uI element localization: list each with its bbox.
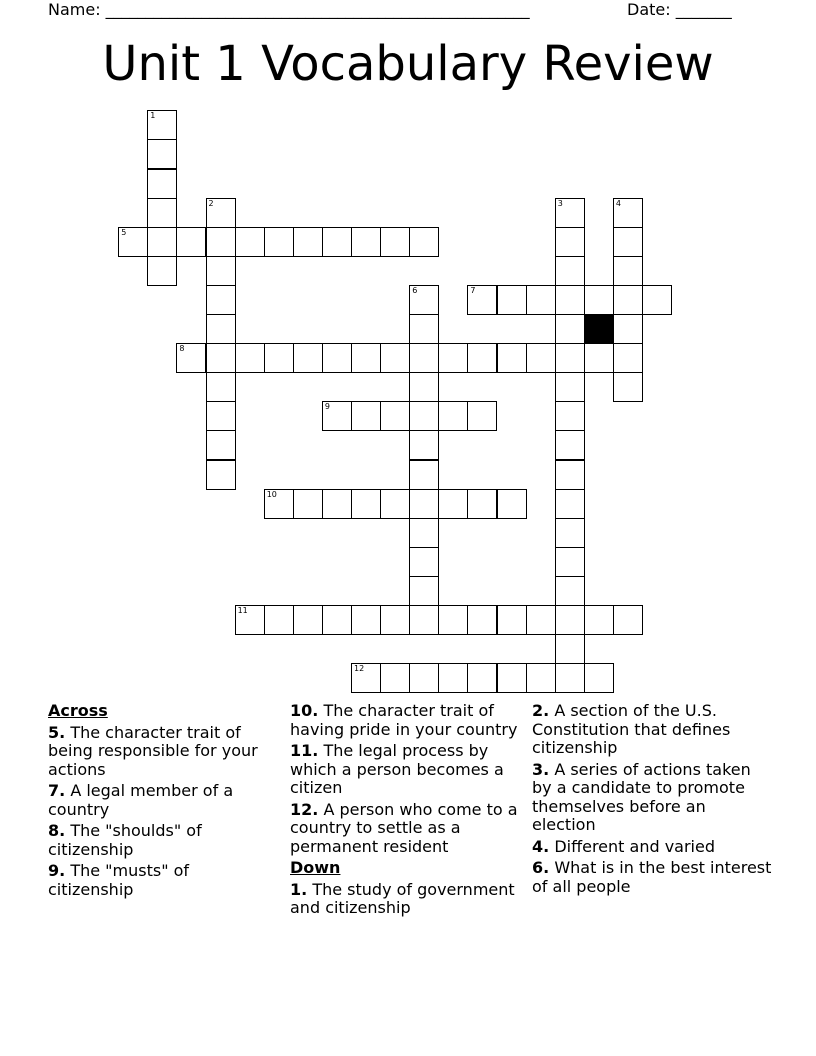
crossword-cell[interactable] (555, 663, 585, 693)
crossword-cell[interactable] (555, 547, 585, 577)
clue-across-12 (290, 801, 526, 857)
crossword-cell[interactable] (438, 401, 468, 431)
crossword-cell[interactable] (176, 227, 206, 257)
clue-text: The "musts" of citizenship (48, 861, 190, 899)
cell-number: 9 (324, 402, 330, 412)
crossword-cell[interactable] (584, 663, 614, 693)
crossword-cell[interactable] (467, 401, 497, 431)
crossword-cell[interactable] (409, 605, 439, 635)
crossword-cell[interactable] (467, 605, 497, 635)
clue-number: 7. (48, 781, 66, 800)
crossword-cell[interactable] (409, 489, 439, 519)
crossword-cell[interactable] (497, 663, 527, 693)
crossword-cell[interactable] (613, 198, 643, 228)
clue-text: A legal member of a country (48, 781, 234, 819)
crossword-cell[interactable] (206, 285, 236, 315)
crossword-cell[interactable] (467, 663, 497, 693)
clue-text: What is in the best interest of all people (532, 858, 772, 896)
crossword-cell[interactable] (293, 343, 323, 373)
clue-column-2 (290, 702, 526, 921)
cell-number: 12 (354, 664, 365, 674)
crossword-cell[interactable] (147, 169, 177, 199)
crossword-cell[interactable] (555, 605, 585, 635)
crossword-cell[interactable] (351, 343, 381, 373)
crossword-cell[interactable] (526, 343, 556, 373)
clue-text: The "shoulds" of citizenship (48, 821, 202, 859)
crossword-cell[interactable] (351, 401, 381, 431)
down-heading: Down (290, 858, 341, 877)
clue-across-8 (48, 822, 276, 859)
cell-number: 8 (179, 344, 185, 354)
crossword-cell[interactable] (206, 372, 236, 402)
crossword-cell[interactable] (293, 605, 323, 635)
cell-number: 4 (615, 198, 621, 208)
crossword-cell[interactable] (322, 489, 352, 519)
crossword-cell[interactable] (409, 227, 439, 257)
clue-text: The character trait of having pride in your country (290, 701, 518, 739)
crossword-cell[interactable] (613, 343, 643, 373)
crossword-cell[interactable] (264, 489, 294, 519)
crossword-cell[interactable] (235, 343, 265, 373)
crossword-cell[interactable] (147, 110, 177, 140)
crossword-cell[interactable] (264, 227, 294, 257)
crossword-cell[interactable] (555, 314, 585, 344)
crossword-cell[interactable] (380, 401, 410, 431)
crossword-cell[interactable] (206, 256, 236, 286)
date-field-label: Date: _______ (627, 0, 732, 19)
clue-across-10 (290, 702, 526, 739)
crossword-cell[interactable] (467, 285, 497, 315)
clue-across-5 (48, 724, 276, 780)
clue-number: 6. (532, 858, 550, 877)
crossword-cell[interactable] (497, 489, 527, 519)
clue-number: 5. (48, 722, 66, 742)
crossword-cell[interactable] (409, 430, 439, 460)
crossword-cell[interactable] (206, 460, 236, 490)
clue-across-7 (48, 782, 276, 819)
crossword-cell[interactable] (555, 430, 585, 460)
crossword-cell[interactable] (526, 285, 556, 315)
crossword-cell[interactable] (322, 401, 352, 431)
clue-text: Different and varied (554, 836, 715, 856)
clue-number: 12. (290, 799, 319, 819)
crossword-cell[interactable] (409, 343, 439, 373)
cell-number: 3 (557, 198, 563, 208)
crossword-cell[interactable] (555, 576, 585, 606)
clue-number: 4. (532, 836, 550, 856)
clue-number: 1. (290, 879, 308, 899)
crossword-cell[interactable] (438, 663, 468, 693)
cell-number: 10 (266, 489, 277, 499)
clue-across-11 (290, 742, 526, 798)
crossword-cell[interactable] (467, 489, 497, 519)
crossword-cell[interactable] (555, 489, 585, 519)
clue-down-3 (532, 761, 772, 835)
crossword-cell[interactable] (555, 256, 585, 286)
cell-number: 1 (150, 111, 156, 121)
crossword-cell[interactable] (322, 227, 352, 257)
crossword-cell[interactable] (380, 343, 410, 373)
clue-text: A section of the U.S. Constitution that defines citizenship (532, 701, 731, 757)
crossword-cell[interactable] (380, 489, 410, 519)
crossword-cell[interactable] (555, 372, 585, 402)
crossword-cell[interactable] (526, 605, 556, 635)
clue-number: 11. (290, 741, 319, 760)
clue-text: The legal process by which a person becomes a citizen (290, 741, 504, 797)
crossword-cell[interactable] (147, 139, 177, 169)
cell-number: 2 (208, 198, 214, 208)
crossword-cell[interactable] (526, 663, 556, 693)
across-heading: Across (48, 701, 108, 720)
crossword-cell[interactable] (409, 518, 439, 548)
crossword-cell[interactable] (264, 605, 294, 635)
crossword-cell[interactable] (613, 227, 643, 257)
crossword-cell[interactable] (206, 430, 236, 460)
crossword-cell[interactable] (351, 489, 381, 519)
crossword-cell[interactable] (555, 343, 585, 373)
clue-number: 9. (48, 861, 66, 880)
crossword-cell[interactable] (206, 198, 236, 228)
crossword-cell[interactable] (293, 489, 323, 519)
crossword-cell[interactable] (613, 605, 643, 635)
crossword-cell[interactable] (351, 227, 381, 257)
clue-text: The study of government and citizenship (290, 879, 515, 917)
crossword-cell[interactable] (584, 285, 614, 315)
black-square (584, 314, 614, 344)
crossword-cell[interactable] (467, 343, 497, 373)
crossword-cell[interactable] (235, 605, 265, 635)
crossword-cell[interactable] (409, 314, 439, 344)
crossword-cell[interactable] (206, 401, 236, 431)
crossword-cell[interactable] (118, 227, 148, 257)
clue-across-9 (48, 862, 276, 899)
crossword-cell[interactable] (438, 605, 468, 635)
crossword-cell[interactable] (147, 256, 177, 286)
clue-text: A person who come to a country to settle as a permanent resident (290, 799, 518, 856)
crossword-cell[interactable] (409, 547, 439, 577)
crossword-cell[interactable] (438, 343, 468, 373)
crossword-cell[interactable] (147, 227, 177, 257)
crossword-cell[interactable] (555, 401, 585, 431)
cell-number: 6 (412, 285, 418, 295)
crossword-cell[interactable] (613, 314, 643, 344)
crossword-cell[interactable] (206, 343, 236, 373)
crossword-cell[interactable] (555, 198, 585, 228)
crossword-cell[interactable] (555, 634, 585, 664)
crossword-cell[interactable] (584, 605, 614, 635)
clue-down-6 (532, 859, 772, 896)
crossword-cell[interactable] (206, 314, 236, 344)
crossword-cell[interactable] (497, 343, 527, 373)
crossword-cell[interactable] (409, 401, 439, 431)
crossword-cell[interactable] (322, 605, 352, 635)
crossword-cell[interactable] (497, 285, 527, 315)
crossword-cell[interactable] (322, 343, 352, 373)
crossword-cell[interactable] (409, 460, 439, 490)
crossword-cell[interactable] (555, 518, 585, 548)
crossword-cell[interactable] (351, 605, 381, 635)
crossword-cell[interactable] (380, 227, 410, 257)
crossword-cell[interactable] (497, 605, 527, 635)
clue-down-2 (532, 702, 772, 758)
crossword-cell[interactable] (555, 285, 585, 315)
cell-number: 7 (470, 285, 476, 295)
crossword-cell[interactable] (351, 663, 381, 693)
crossword-cell[interactable] (613, 372, 643, 402)
crossword-cell[interactable] (613, 256, 643, 286)
crossword-cell[interactable] (555, 227, 585, 257)
clue-number: 8. (48, 821, 66, 840)
crossword-cell[interactable] (409, 663, 439, 693)
cell-number: 11 (237, 606, 248, 615)
crossword-cell[interactable] (584, 343, 614, 373)
clue-text: The character trait of being responsible for your actions (48, 722, 258, 779)
crossword-cell[interactable] (176, 343, 206, 373)
crossword-cell[interactable] (613, 285, 643, 315)
crossword-cell[interactable] (380, 663, 410, 693)
crossword-cell[interactable] (206, 227, 236, 257)
crossword-cell[interactable] (293, 227, 323, 257)
crossword-cell[interactable] (409, 576, 439, 606)
clue-column-3 (532, 702, 772, 899)
crossword-cell[interactable] (409, 372, 439, 402)
page-title: Unit 1 Vocabulary Review (102, 36, 714, 92)
crossword-cell[interactable] (235, 227, 265, 257)
crossword-cell[interactable] (264, 343, 294, 373)
crossword-cell[interactable] (642, 285, 672, 315)
clue-number: 3. (532, 759, 550, 779)
crossword-cell[interactable] (555, 460, 585, 490)
crossword-cell[interactable] (147, 198, 177, 228)
clue-number: 10. (290, 701, 319, 720)
clue-down-1 (290, 881, 526, 918)
crossword-cell[interactable] (409, 285, 439, 315)
crossword-cell[interactable] (380, 605, 410, 635)
clue-text: A series of actions taken by a candidate to promote themselves before an election (532, 759, 751, 834)
clue-column-1 (48, 702, 276, 902)
cell-number: 5 (121, 227, 127, 237)
clue-down-4 (532, 838, 772, 857)
clue-number: 2. (532, 701, 550, 720)
name-field-label: Name: _____________________________________________________ (48, 0, 530, 19)
crossword-cell[interactable] (438, 489, 468, 519)
